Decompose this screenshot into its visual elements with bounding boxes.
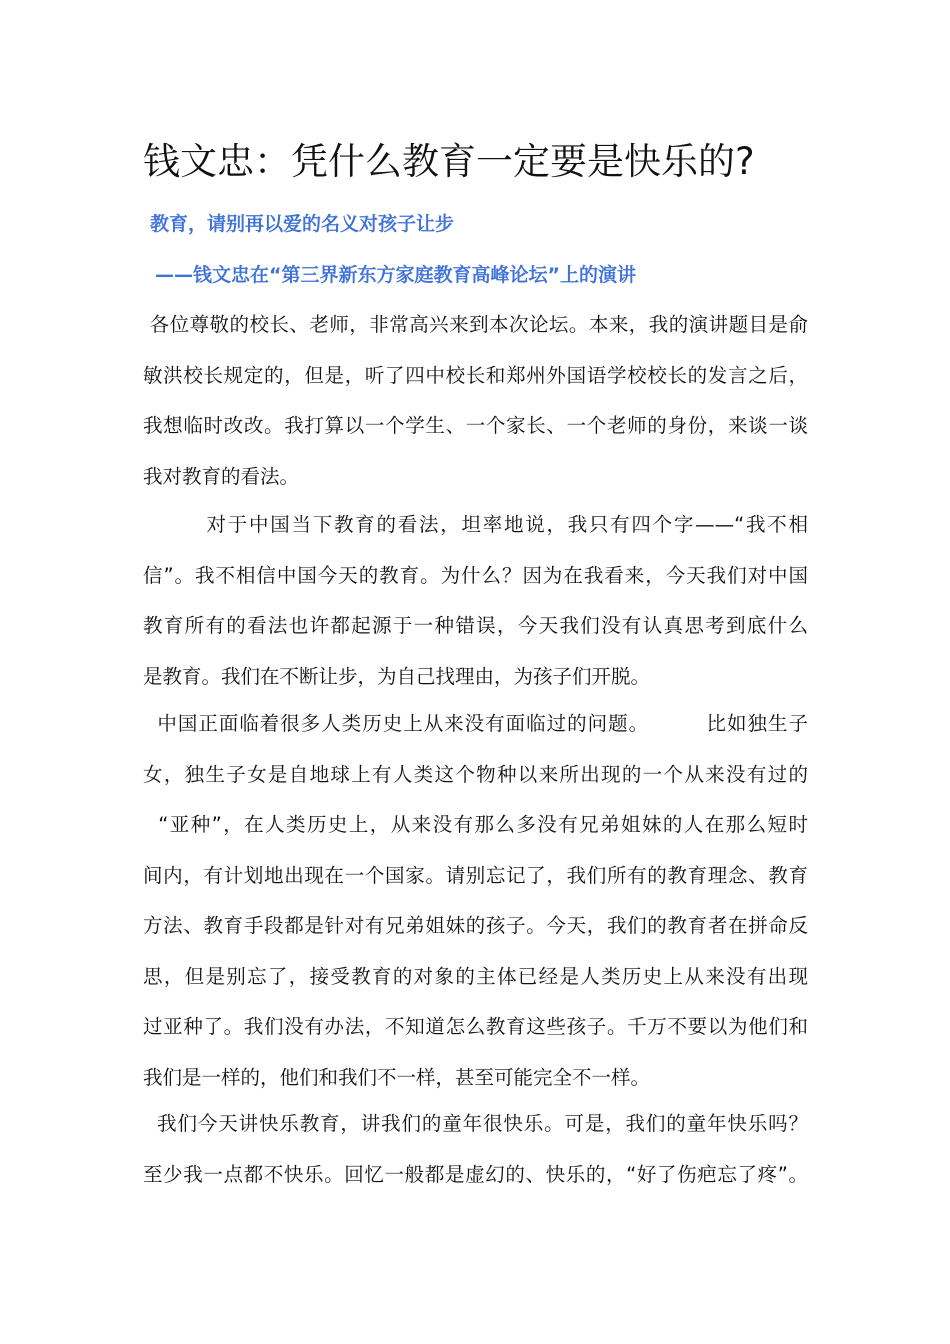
paragraph-line: 我对教育的看法。 bbox=[143, 464, 300, 488]
paragraph-line: 中国正面临着很多人类历史上从来没有面临过的问题。 比如独生子 bbox=[143, 712, 808, 735]
paragraph-line: 我们是一样的，他们和我们不一样，甚至可能完全不一样。 bbox=[143, 1065, 651, 1089]
paragraph-1 bbox=[143, 300, 808, 502]
paragraph-line: 我想临时改改。我打算以一个学生、一个家长、一个老师的身份，来谈一谈 bbox=[143, 414, 808, 437]
paragraph-line: 间内，有计划地出现在一个国家。请别忘记了，我们所有的教育理念、教育 bbox=[143, 863, 808, 887]
paragraph-line: 女，独生子女是自地球上有人类这个物种以来所出现的一个从来没有过的 bbox=[143, 762, 808, 786]
paragraph-line: 敏洪校长规定的，但是，听了四中校长和郑州外国语学校校长的发言之后， bbox=[143, 363, 808, 387]
paragraph-line: 思，但是别忘了，接受教育的对象的主体已经是人类历史上从来没有出现 bbox=[143, 964, 808, 988]
paragraph-line: 方法、教育手段都是针对有兄弟姐妹的孩子。今天，我们的教育者在拼命反 bbox=[143, 914, 808, 937]
byline: ——钱文忠在“第三界新东方家庭教育高峰论坛”上的演讲 bbox=[155, 264, 636, 286]
paragraph-line: 对于中国当下教育的看法，坦率地说，我只有四个字——“我不相 bbox=[143, 513, 808, 536]
paragraph-line: 教育所有的看法也许都起源于一种错误，今天我们没有认真思考到底什么 bbox=[143, 614, 808, 637]
paragraph-2 bbox=[143, 500, 808, 702]
paragraph-3 bbox=[143, 699, 808, 1103]
paragraph-line: 至少我一点都不快乐。回忆一般都是虚幻的、快乐的，“好了伤疤忘了疼”。 bbox=[143, 1162, 808, 1186]
page-title: 钱文忠：凭什么教育一定要是快乐的? bbox=[143, 140, 755, 183]
paragraph-line: 是教育。我们在不断让步，为自己找理由，为孩子们开脱。 bbox=[143, 664, 651, 688]
paragraph-line: 信”。我不相信中国今天的教育。为什么？因为在我看来，今天我们对中国 bbox=[143, 563, 808, 587]
paragraph-line: “亚种”，在人类历史上，从来没有那么多没有兄弟姐妹的人在那么短时 bbox=[143, 813, 808, 836]
paragraph-line: 我们今天讲快乐教育，讲我们的童年很快乐。可是，我们的童年快乐吗？ bbox=[143, 1112, 808, 1135]
paragraph-4 bbox=[143, 1099, 808, 1200]
subtitle: 教育，请别再以爱的名义对孩子让步 bbox=[150, 213, 455, 235]
paragraph-line: 各位尊敬的校长、老师，非常高兴来到本次论坛。本来，我的演讲题目是俞 bbox=[143, 313, 808, 336]
paragraph-line: 过亚种了。我们没有办法，不知道怎么教育这些孩子。千万不要以为他们和 bbox=[143, 1015, 808, 1038]
